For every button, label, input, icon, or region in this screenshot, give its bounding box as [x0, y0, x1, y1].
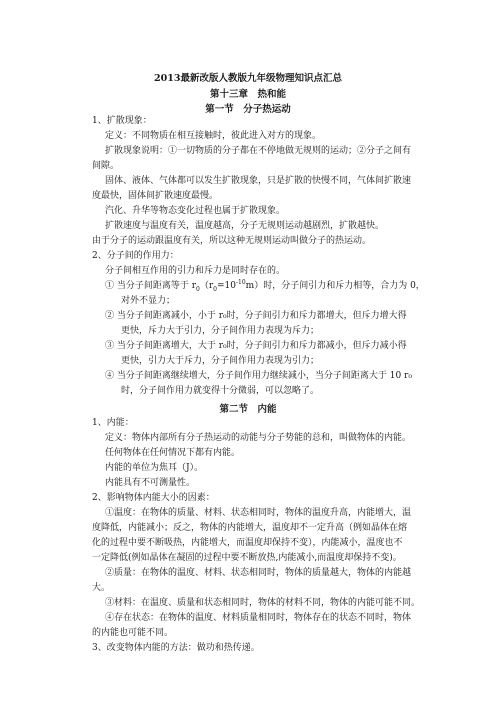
- text-line: 更快，斥力大于引力，分子间作用力表现为斥力；: [121, 326, 320, 336]
- text-line: 大。: [92, 583, 111, 593]
- text-line: 内能具有不可测量性。: [105, 478, 196, 488]
- text-line: 由于分子的运动跟温度有关，所以这种无规则运动叫做分子的热运动。: [92, 236, 372, 246]
- text-line: 定义：不同物质在相互接触时，彼此进入对方的现象。: [105, 131, 322, 141]
- text-line: 固体、液体、气体都可以发生扩散现象，只是扩散的快慢不同，气体间扩散速: [105, 176, 412, 186]
- text-line: 更快，引力大于斥力，分子间作用力表现为引力；: [121, 356, 320, 366]
- force-item-4: ④ 当分子间距离继续增大，分子间作用力继续减小，当分子间距离大于 10 r₀: [105, 371, 412, 381]
- text-line: 度最快，固体间扩散速度最慢。: [92, 191, 219, 201]
- section-title-2: 第二节 内能: [219, 404, 277, 415]
- text-line: 间隙。: [92, 161, 120, 171]
- heading-molecular-force: 2、分子间的作用力：: [92, 251, 179, 261]
- text-line: ①温度：在物体的质量、材料、状态相同时，物体的温度升高，内能增大，温: [105, 508, 412, 518]
- force-item-2: ② 当分子间距离减小，小于 r₀时，分子间引力和斥力都增大，但斥力增大得: [105, 311, 407, 321]
- text-line: 定义：物体内部所有分子热运动的动能与分子势能的总和，叫做物体的内能。: [105, 433, 412, 443]
- text-line: ③材料：在温度、质量和状态相同时，物体的材料不同，物体的内能可能不同。: [105, 598, 421, 608]
- document-title: 2013最新改版人教版九年级物理知识点汇总: [154, 73, 342, 84]
- text-line: 的内能也可能不同。: [92, 628, 174, 638]
- text-line: ④存在状态：在物体的温度、材料质量相同时，物体存在的状态不同时，物体: [105, 613, 412, 623]
- force-item-1: ① 当分子间距离等于 $r_0(r_0=10^{-10}m)$时，分子间引力和斥力相等，合力为 0，: [105, 279, 425, 293]
- chapter-title: 第十三章 热和能: [209, 89, 286, 100]
- heading-factors: 2、影响物体内能大小的因素：: [92, 493, 215, 503]
- force-item-3: ③ 当分子间距离增大，大于 r₀时，分子间引力和斥力都减小，但斥力减小得: [105, 341, 407, 351]
- text-line: ②质量：在物体的温度、材料、状态相同时，物体的质量越大，物体的内能越: [105, 568, 412, 578]
- section-title-1: 第一节 分子热运动: [205, 104, 291, 115]
- heading-change-methods: 3、改变物体内能的方法：做功和热传递。: [92, 643, 260, 653]
- text-line: 扩散现象说明：①一切物质的分子都在不停地做无规则的运动；②分子之间有: [105, 146, 412, 156]
- text-line: 任何物体在任何情况下都有内能。: [105, 448, 241, 458]
- text-line: 扩散速度与温度有关，温度越高，分子无规则运动越剧烈，扩散越快。: [105, 221, 385, 231]
- text-line: 内能的单位为焦耳（J）。: [105, 463, 204, 473]
- text-line: 度降低，内能减小；反之，物体的内能增大，温度却不一定升高（例如晶体在熔: [92, 523, 408, 533]
- text-line: 化的过程中要不断吸热，内能增大，而温度却保持不变），内能减小，温度也不: [92, 538, 403, 548]
- heading-diffusion: 1、扩散现象：: [92, 116, 152, 126]
- text-line: 分子间相互作用的引力和斥力是同时存在的。: [105, 266, 286, 276]
- text-line: 对外不显力；: [121, 296, 176, 306]
- heading-internal-energy: 1、内能：: [92, 418, 134, 428]
- text-line: 时，分子间作用力就变得十分微弱，可以忽略了。: [121, 386, 320, 396]
- text-line: 汽化、升华等物态变化过程也属于扩散现象。: [105, 206, 286, 216]
- text-line: 一定降低(例如晶体在凝固的过程中要不断放热,内能减小,而温度却保持不变)。: [92, 553, 402, 563]
